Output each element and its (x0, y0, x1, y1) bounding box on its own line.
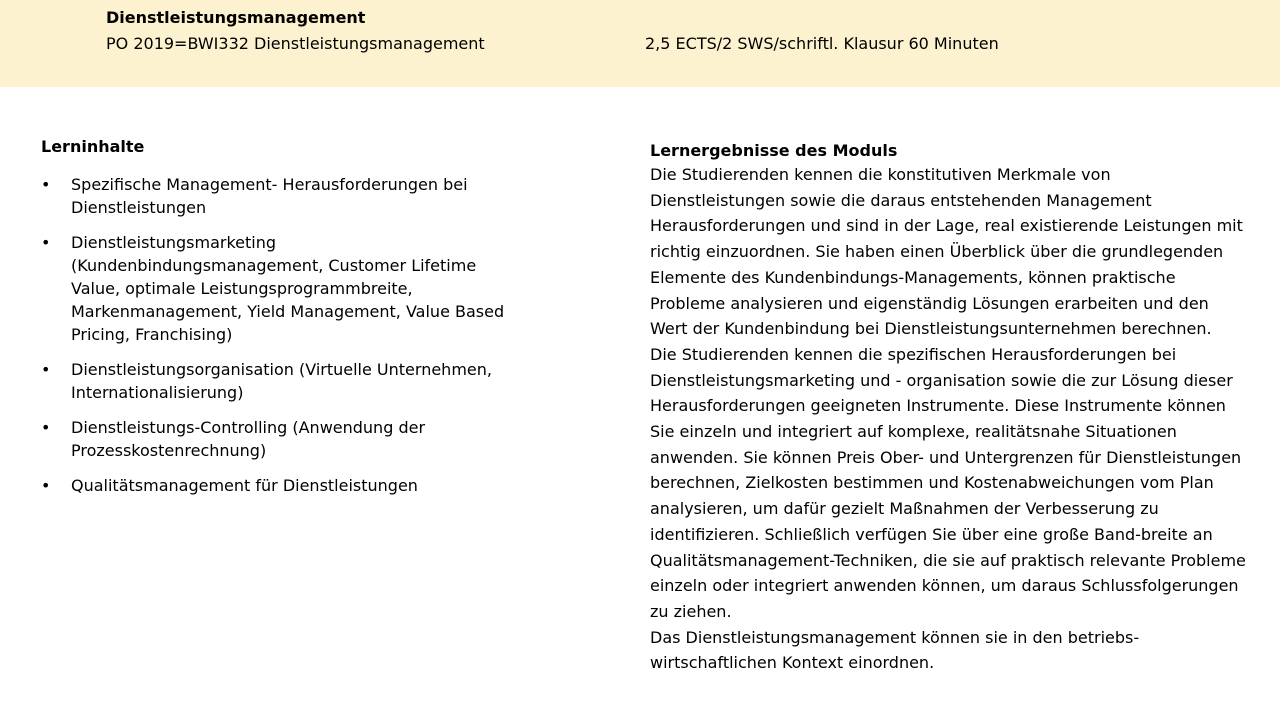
bullet-icon: • (41, 476, 51, 495)
list-item-text: Qualitätsmanagement für Dienstleistungen (71, 476, 418, 495)
list-item (41, 474, 521, 497)
course-code: PO 2019=BWI332 Dienstleistungsmanagement (106, 34, 485, 53)
lernergebnisse-paragraph: Das Dienstleistungsmanagement können sie in den betriebs-wirtschaftlichen Kontext einordnen. (650, 627, 1140, 673)
list-item-text: Dienstleistungsmarketing (Kundenbindungsmanagement, Customer Lifetime Value, optimale Leistungsprogrammbreite, Markenmanagement, Yield Management, Value Based Pricing, Franchising) (71, 233, 505, 344)
lerninhalte-heading: Lerninhalte (41, 137, 145, 156)
list-item-text: Dienstleistungs-Controlling (Anwendung der Prozesskostenrechnung) (71, 418, 426, 460)
bullet-icon: • (41, 360, 51, 379)
bullet-icon: • (41, 418, 51, 437)
module-title: Dienstleistungsmanagement (106, 8, 366, 27)
lerninhalte-list (41, 173, 521, 497)
lernergebnisse-section (650, 140, 1250, 676)
bullet-icon: • (41, 175, 51, 194)
list-item-text: Spezifische Management- Herausforderungen bei Dienstleistungen (71, 175, 468, 217)
header-band (0, 0, 1280, 87)
lerninhalte-section (41, 136, 521, 509)
list-item (41, 358, 521, 404)
list-item (41, 173, 521, 219)
lernergebnisse-paragraph: Die Studierenden kennen die konstitutiven Merkmale von Dienstleistungen sowie die daraus entstehenden Management Herausforderungen und sind in der Lage, real existierende Leistungen mit richtig einzuordnen. Sie haben einen Überblick über die grundlegenden Elemente des Kundenbindungs-Managements, können praktische Probleme analysieren und eigenständig Lösungen erarbeiten und den Wert der Kundenbindung bei Dienstleistungsunternehmen berechnen. (650, 165, 1243, 339)
bullet-icon: • (41, 233, 51, 252)
lernergebnisse-heading: Lernergebnisse des Moduls (650, 141, 898, 160)
lernergebnisse-paragraph: Die Studierenden kennen die spezifischen Herausforderungen bei Dienstleistungsmarketing und - organisation sowie die zur Lösung dieser Herausforderungen geeigneten Instrumente. Diese Instrumente können Sie einzeln und integriert auf komplexe, realitätsnahe Situationen anwenden. Sie können Preis Ober- und Untergrenzen für Dienstleistungen berechnen, Zielkosten bestimmen und Kostenabweichungen vom Plan analysieren, um dafür gezielt Maßnahmen der Verbesserung zu identifizieren. Schließlich verfügen Sie über eine große Band-breite an Qualitätsmanagement-Techniken, die sie auf praktisch relevante Probleme einzeln oder integriert anwenden können, um daraus Schlussfolgerungen zu ziehen. (650, 344, 1246, 621)
list-item-text: Dienstleistungsorganisation (Virtuelle Unternehmen, Internationalisierung) (71, 360, 492, 402)
list-item (41, 416, 521, 462)
credits-info: 2,5 ECTS/2 SWS/schriftl. Klausur 60 Minuten (645, 34, 999, 53)
list-item (41, 231, 521, 346)
